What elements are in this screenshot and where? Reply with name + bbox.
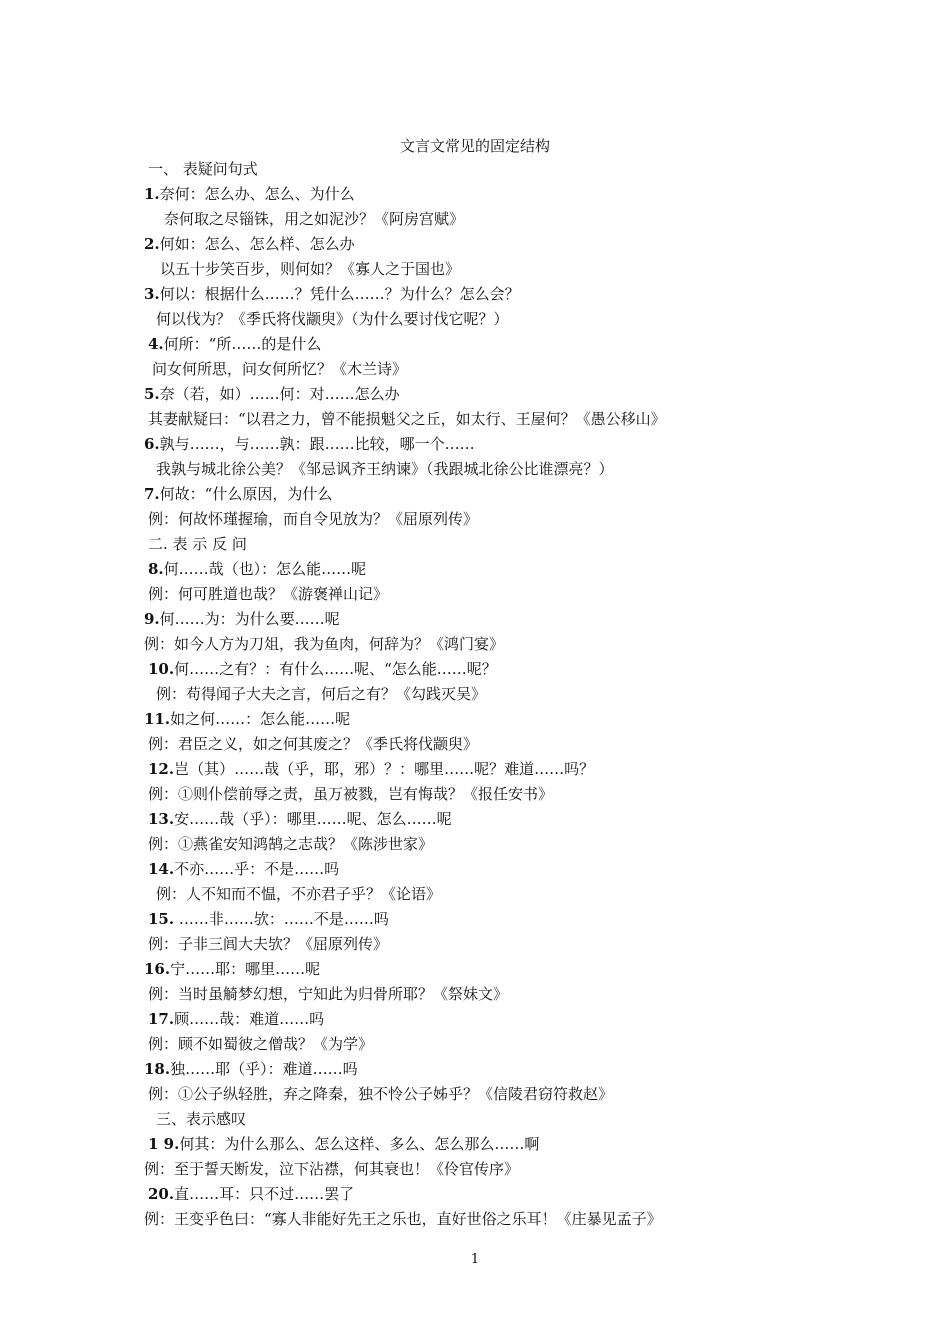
line-text: 何……之有？：有什么……呢、“怎么能……呢？: [174, 660, 497, 678]
line-text: 直……耳：只不过……罢了: [174, 1185, 355, 1203]
text-line: [144, 959, 320, 984]
line-text: 例：子非三闾大夫欤？《屈原列传》: [148, 935, 389, 953]
item-number: 2.: [144, 235, 160, 253]
line-text: 例：①公子纵轻胜，弃之降秦，独不怜公子姊乎？《信陵君窃符救赵》: [148, 1085, 614, 1103]
line-text: 宁……耶：哪里……呢: [170, 960, 321, 978]
text-line: [148, 809, 452, 834]
line-text: 奈何：怎么办、怎么、为什么: [159, 185, 355, 203]
text-line: [148, 1134, 539, 1159]
text-line: [148, 1084, 613, 1109]
text-line: [164, 209, 464, 234]
text-line: [156, 884, 441, 909]
text-line: [148, 934, 388, 959]
text-line: [152, 359, 407, 384]
line-text: 安……哉（乎）：哪里……呢、怎么……呢: [174, 810, 452, 828]
item-number: 16.: [144, 960, 171, 978]
item-number: 5.: [144, 385, 160, 403]
text-line: [148, 659, 497, 684]
item-number: 10.: [148, 660, 175, 678]
line-text: 何如：怎么、怎么样、怎么办: [159, 235, 355, 253]
line-text: 例：顾不如蜀彼之僧哉？《为学》: [148, 1035, 374, 1053]
text-line: [148, 984, 508, 1009]
text-line: [156, 459, 614, 484]
text-line: [148, 1184, 354, 1209]
line-text: 例：如今人方为刀俎，我为鱼肉，何辞为？《鸿门宴》: [144, 635, 505, 653]
item-number: 15.: [148, 910, 175, 928]
text-line: [144, 234, 355, 259]
text-line: [148, 834, 433, 859]
text-line: [148, 759, 594, 784]
text-line: [144, 184, 355, 209]
line-text: 三、表示感叹: [156, 1110, 247, 1128]
line-text: 二. 表 示 反 问: [148, 535, 247, 553]
page-title: 文言文常见的固定结构: [399, 137, 550, 155]
line-text: 例：苟得闻子大夫之言，何后之有？《勾践灭吴》: [156, 685, 487, 703]
text-line: [148, 534, 247, 559]
line-text: 孰与……，与……孰：跟……比较，哪一个……: [159, 435, 475, 453]
item-number: 17.: [148, 1010, 175, 1028]
text-line: [144, 1209, 662, 1234]
line-text: 何以伐为？《季氏将伐颛臾》（为什么要讨伐它呢？）: [156, 310, 509, 328]
line-text: 例：①燕雀安知鸿鹄之志哉？《陈涉世家》: [148, 835, 434, 853]
text-line: [148, 409, 666, 434]
line-text: 例：何可胜道也哉？《游褒禅山记》: [148, 585, 389, 603]
text-line: [148, 159, 258, 184]
line-text: 例：君臣之义，如之何其废之？《季氏将伐颛臾》: [148, 735, 479, 753]
line-text: 例：王变乎色曰：“寡人非能好先王之乐也，直好世俗之乐耳！《庄暴见孟子》: [144, 1210, 662, 1228]
text-line: [148, 334, 321, 359]
item-number: 6.: [144, 435, 160, 453]
line-text: 何其：为什么那么、怎么这样、多么、怎么那么……啊: [179, 1135, 540, 1153]
line-text: 一、 表疑问句式: [148, 160, 258, 178]
text-line: [144, 709, 350, 734]
item-number: 7.: [144, 485, 160, 503]
line-text: 例：何故怀瑾握瑜，而自令见放为？《屈原列传》: [148, 510, 479, 528]
line-text: 何以：根据什么……？凭什么……？为什么？怎么会？: [159, 285, 520, 303]
text-line: [148, 559, 366, 584]
item-number: 4.: [148, 335, 164, 353]
line-text: 独……耶（乎）：难道……吗: [170, 1060, 358, 1078]
item-number: 18.: [144, 1060, 171, 1078]
item-number: 20.: [148, 1185, 175, 1203]
line-text: 何所：“所……的是什么: [163, 335, 322, 353]
line-text: 顾……哉：难道……吗: [174, 1010, 325, 1028]
text-line: [148, 859, 339, 884]
line-text: 何……哉（也）：怎么能……呢: [163, 560, 367, 578]
line-text: 例：当时虽觭梦幻想，宁知此为归骨所耶？《祭妹文》: [148, 985, 509, 1003]
item-number: 1.: [144, 185, 160, 203]
item-number: 8.: [148, 560, 164, 578]
line-text: 我孰与城北徐公美？《邹忌讽齐王纳谏》（我跟城北徐公比谁漂亮？）: [156, 460, 614, 478]
text-line: [144, 1159, 519, 1184]
text-line: [160, 259, 460, 284]
text-line: [156, 1109, 246, 1134]
line-text: 例：人不知而不愠，不亦君子乎？《论语》: [156, 885, 442, 903]
line-text: 如之何……：怎么能……呢: [170, 710, 351, 728]
item-number: 14.: [148, 860, 175, 878]
text-line: [156, 684, 486, 709]
item-number: 9.: [144, 610, 160, 628]
text-line: [144, 634, 504, 659]
line-text: 例：至于誓天断发，泣下沾襟，何其衰也！《伶官传序》: [144, 1160, 520, 1178]
line-text: 例：①则仆偿前辱之责，虽万被戮，岂有悔哉？《报任安书》: [148, 785, 554, 803]
text-line: [148, 584, 388, 609]
line-text: 何故：“什么原因，为什么: [159, 485, 333, 503]
line-text: 奈（若，如）……何：对……怎么办: [159, 385, 400, 403]
text-line: [148, 784, 553, 809]
line-text: 其妻献疑曰：“以君之力，曾不能损魁父之丘，如太行、王屋何？《愚公移山》: [148, 410, 666, 428]
line-text: 何……为：为什么要……呢: [159, 610, 340, 628]
item-number: 3.: [144, 285, 160, 303]
item-number: 1 9.: [148, 1135, 180, 1153]
line-text: 奈何取之尽锱铢，用之如泥沙？《阿房宫赋》: [164, 210, 465, 228]
text-line: [144, 434, 475, 459]
text-line: [148, 734, 478, 759]
page-number: 1: [470, 1252, 480, 1267]
text-line: [148, 509, 478, 534]
text-line: [144, 484, 332, 509]
text-line: [144, 384, 400, 409]
item-number: 12.: [148, 760, 175, 778]
text-line: [148, 909, 389, 934]
text-line: [144, 609, 340, 634]
text-line: [144, 284, 520, 309]
line-text: 问女何所思，问女何所忆？《木兰诗》: [152, 360, 408, 378]
line-text: 岂（其）……哉（乎，耶，邪）？：哪里……呢？难道……吗？: [174, 760, 595, 778]
line-text: ……非……欤：……不是……吗: [174, 910, 389, 928]
text-line: [148, 1034, 373, 1059]
item-number: 11.: [144, 710, 171, 728]
line-text: 以五十步笑百步，则何如？《寡人之于国也》: [160, 260, 461, 278]
line-text: 不亦……乎：不是……吗: [174, 860, 340, 878]
text-line: [144, 1059, 358, 1084]
item-number: 13.: [148, 810, 175, 828]
text-line: [156, 309, 509, 334]
text-line: [148, 1009, 324, 1034]
